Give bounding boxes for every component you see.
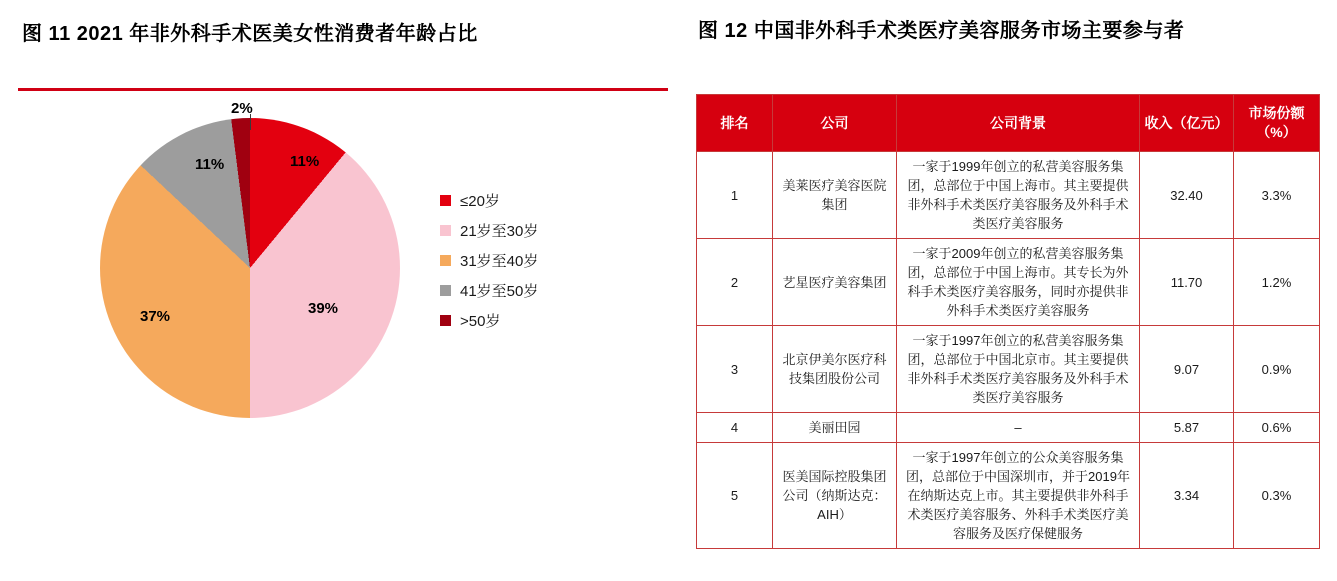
rank-cell: 2 xyxy=(697,239,773,326)
pie-label-gt50: 2% xyxy=(231,100,253,117)
column-header-background: 公司背景 xyxy=(897,95,1140,152)
legend-item xyxy=(440,305,630,335)
legend-swatch-icon xyxy=(440,315,451,326)
pie-label-31-40: 37% xyxy=(140,308,171,325)
share-cell: 0.9% xyxy=(1234,326,1320,413)
background-cell: – xyxy=(897,413,1140,443)
legend-item xyxy=(440,215,630,245)
title-divider xyxy=(18,88,668,91)
background-cell: 一家于1999年创立的私营美容服务集团，总部位于中国上海市。其主要提供非外科手术类医疗美容服务及外科手术类医疗美容服务 xyxy=(897,152,1140,239)
figure-12-panel xyxy=(676,0,1337,581)
legend-item xyxy=(440,245,630,275)
legend-swatch-icon xyxy=(440,225,451,236)
rank-cell: 3 xyxy=(697,326,773,413)
background-cell: 一家于1997年创立的私营美容服务集团，总部位于中国北京市。其主要提供非外科手术类医疗美容服务及外科手术类医疗美容服务 xyxy=(897,326,1140,413)
share-cell: 0.6% xyxy=(1234,413,1320,443)
pie-disc xyxy=(100,118,400,418)
pie-label-41-50: 11% xyxy=(195,156,225,173)
table-row xyxy=(697,326,1320,413)
legend-label: ≤20岁 xyxy=(460,192,500,210)
share-cell: 1.2% xyxy=(1234,239,1320,326)
company-cell: 美丽田园 xyxy=(773,413,897,443)
company-cell: 艺星医疗美容集团 xyxy=(773,239,897,326)
legend-swatch-icon xyxy=(440,285,451,296)
revenue-cell: 11.70 xyxy=(1140,239,1234,326)
figure-11-title: 图 11 2021 年非外科手术医美女性消费者年龄占比 xyxy=(22,23,478,45)
legend-swatch-icon xyxy=(440,195,451,206)
background-cell: 一家于1997年创立的公众美容服务集团，总部位于中国深圳市，并于2019年在纳斯达克上市。其主要提供非外科手术类医疗美容服务、外科手术类医疗美容服务及医疗保健服务 xyxy=(897,443,1140,549)
pie-legend xyxy=(440,185,630,335)
rank-cell: 5 xyxy=(697,443,773,549)
table-row xyxy=(697,239,1320,326)
share-cell: 0.3% xyxy=(1234,443,1320,549)
legend-label: 21岁至30岁 xyxy=(460,222,539,240)
rank-cell: 1 xyxy=(697,152,773,239)
share-cell: 3.3% xyxy=(1234,152,1320,239)
revenue-cell: 32.40 xyxy=(1140,152,1234,239)
legend-label: 31岁至40岁 xyxy=(460,252,539,270)
column-header-company: 公司 xyxy=(773,95,897,152)
background-cell: 一家于2009年创立的私营美容服务集团，总部位于中国上海市。其专长为外科手术类医疗美容服务，同时亦提供非外科手术类医疗美容服务 xyxy=(897,239,1140,326)
table-row xyxy=(697,413,1320,443)
revenue-cell: 5.87 xyxy=(1140,413,1234,443)
figure-12-title: 图 12 中国非外科手术类医疗美容服务市场主要参与者 xyxy=(698,20,1185,42)
column-header-rank: 排名 xyxy=(697,95,773,152)
company-cell: 北京伊美尔医疗科技集团股份公司 xyxy=(773,326,897,413)
legend-item xyxy=(440,185,630,215)
legend-label: >50岁 xyxy=(460,312,501,330)
table-row xyxy=(697,443,1320,549)
table-header-row xyxy=(697,95,1320,152)
pie-chart xyxy=(100,100,400,418)
revenue-cell: 9.07 xyxy=(1140,326,1234,413)
market-participants-table xyxy=(696,94,1320,549)
company-cell: 美莱医疗美容医院集团 xyxy=(773,152,897,239)
company-cell: 医美国际控股集团公司（纳斯达克：AIH） xyxy=(773,443,897,549)
legend-swatch-icon xyxy=(440,255,451,266)
column-header-share: 市场份额（%） xyxy=(1234,95,1320,152)
legend-label: 41岁至50岁 xyxy=(460,282,539,300)
table-row xyxy=(697,152,1320,239)
rank-cell: 4 xyxy=(697,413,773,443)
revenue-cell: 3.34 xyxy=(1140,443,1234,549)
pie-label-le20: 11% xyxy=(290,153,320,170)
legend-item xyxy=(440,275,630,305)
column-header-revenue: 收入（亿元） xyxy=(1140,95,1234,152)
pie-label-21-30: 39% xyxy=(308,300,339,317)
